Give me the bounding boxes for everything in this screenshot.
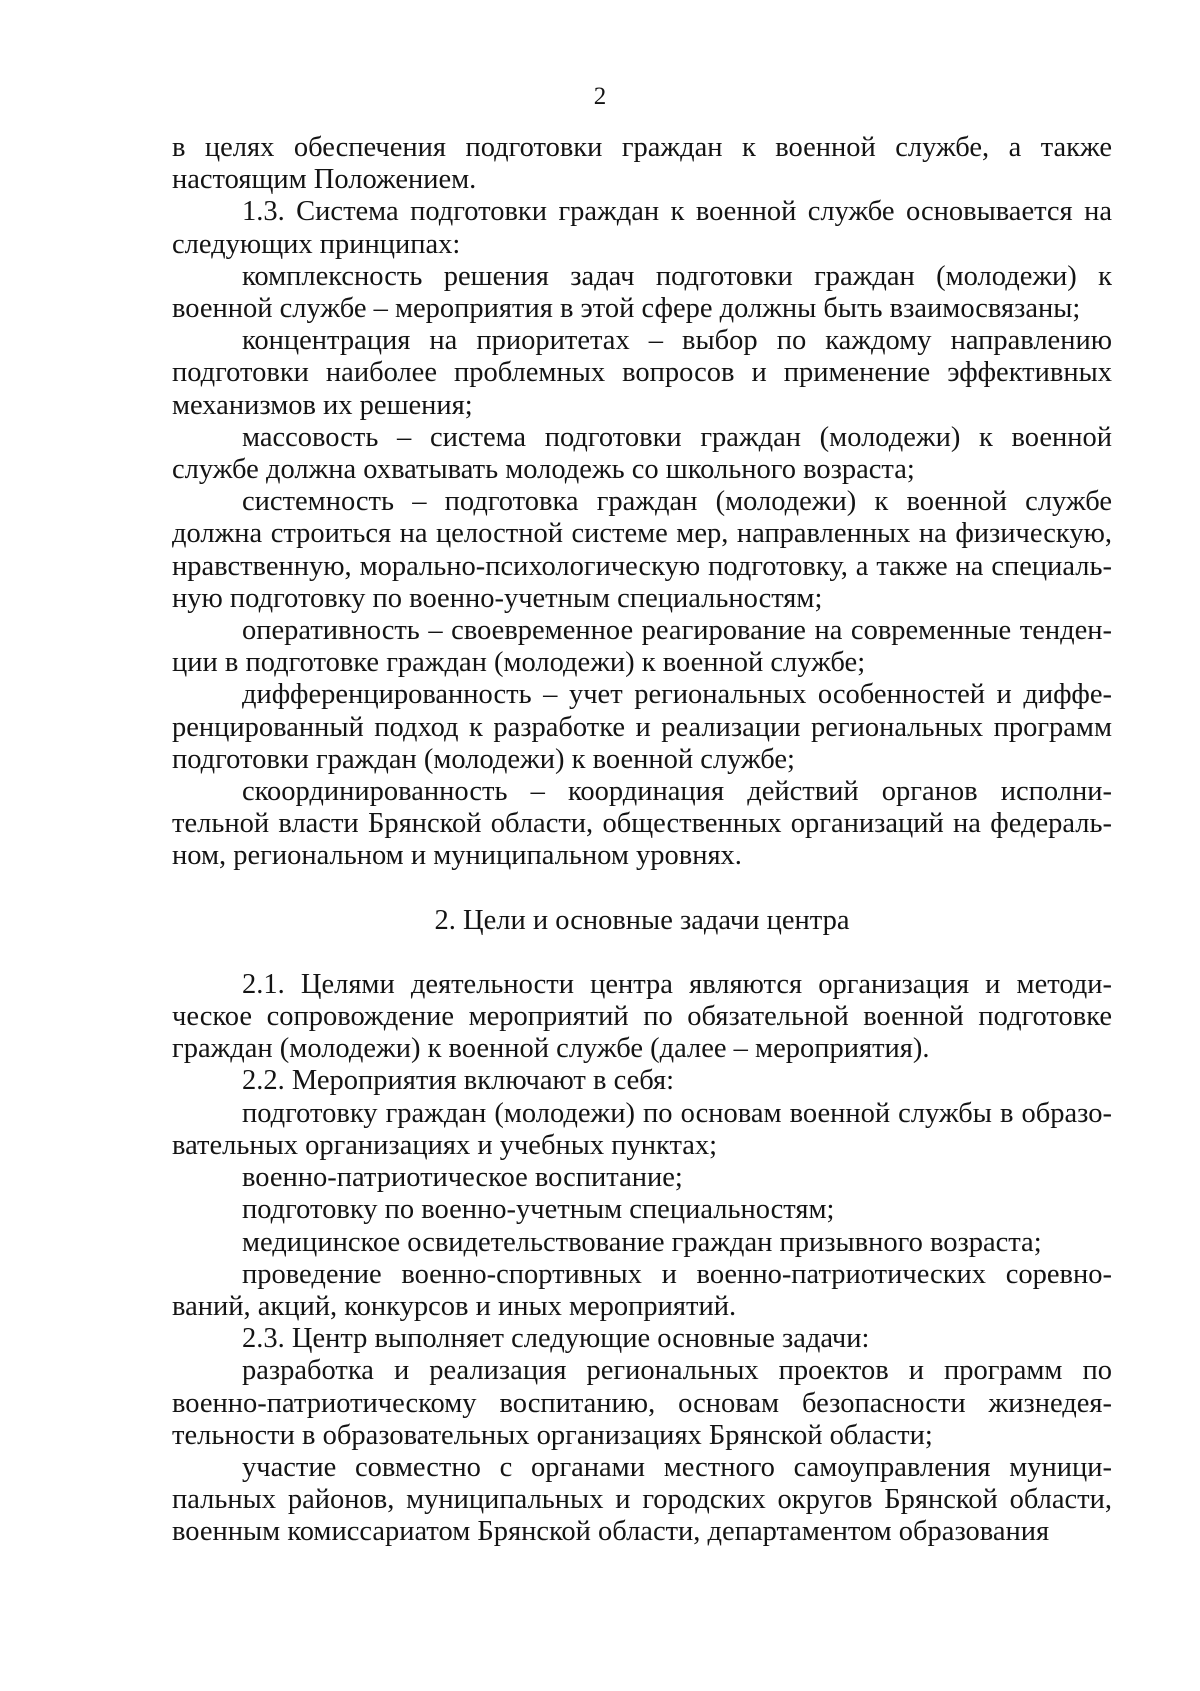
document-body bbox=[172, 132, 1112, 1549]
activity-competitions: проведение военно-спортивных и военно-патриотических соревнований, акций, конкурсов и иных мероприятий. bbox=[172, 1258, 1112, 1322]
task-participation: участие совместно с органами местного самоуправления муниципальных районов, муниципальных и городских округов Брянской области, военным комиссариатом Брянской области, департаментом образования bbox=[172, 1451, 1112, 1548]
activity-patriotic-education: военно-патриотическое воспитание; bbox=[242, 1162, 683, 1194]
activity-medical-examination: медицинское освидетельствование граждан призывного возраста; bbox=[242, 1226, 1042, 1258]
paragraph-2-3: 2.3. Центр выполняет следующие основные задачи: bbox=[242, 1323, 870, 1355]
principle-differentiation: дифференцированность – учет региональных особенностей и дифференцированный подход к разработке и реализации региональных программ подготовки граждан (молодежи) к военной службе; bbox=[172, 679, 1112, 775]
task-regional-projects: разработка и реализация региональных проектов и программ по военно-патриотическому воспитанию, основам безопасности жизнедеятельности в образовательных организациях Брянской области; bbox=[172, 1355, 1112, 1451]
principle-efficiency: оперативность – своевременное реагирование на современные тенденции в подготовке граждан (молодежи) к военной службе; bbox=[172, 615, 1112, 679]
section-2-heading: 2. Цели и основные задачи центра bbox=[434, 904, 850, 936]
paragraph-2-1: 2.1. Целями деятельности центра являются организация и методическое сопровождение мероприятий по обязательной военной подготовке граждан (молодежи) к военной службе (далее – мероприятия). bbox=[172, 968, 1112, 1065]
principle-complexity: комплексность решения задач подготовки граждан (молодежи) к военной службе – мероприятия в этой сфере должны быть взаимосвязаны; bbox=[172, 260, 1112, 325]
activity-basic-training: подготовку граждан (молодежи) по основам военной службы в образовательных организациях и учебных пунктах; bbox=[172, 1097, 1112, 1161]
paragraph-2-2: 2.2. Мероприятия включают в себя: bbox=[242, 1065, 675, 1097]
activity-specialties-training: подготовку по военно-учетным специальностям; bbox=[242, 1194, 835, 1226]
principle-mass-character: массовость – система подготовки граждан (молодежи) к военной службе должна охватывать молодежь со школьного возраста; bbox=[172, 421, 1112, 486]
paragraph-1-3: 1.3. Система подготовки граждан к военной службе основывается на следующих принципах: bbox=[172, 196, 1112, 260]
principle-priorities: концентрация на приоритетах – выбор по каждому направлению подготовки наиболее проблемных вопросов и применение эффективных механизмов их решения; bbox=[172, 325, 1112, 421]
principle-systematicity: системность – подготовка граждан (молодежи) к военной службе должна строиться на целостной системе мер, направленных на физическую, нравственную, морально-психологическую подготовку, а также на специальную подготовку по военно-учетным специальностям; bbox=[172, 486, 1112, 614]
paragraph-continuation: в целях обеспечения подготовки граждан к военной службе, а также настоящим Положением. bbox=[172, 132, 1112, 196]
page-number: 2 bbox=[593, 83, 607, 110]
principle-coordination: скоординированность – координация действий органов исполнительной власти Брянской области, общественных организаций на федеральном, региональном и муниципальном уровнях. bbox=[172, 776, 1112, 872]
